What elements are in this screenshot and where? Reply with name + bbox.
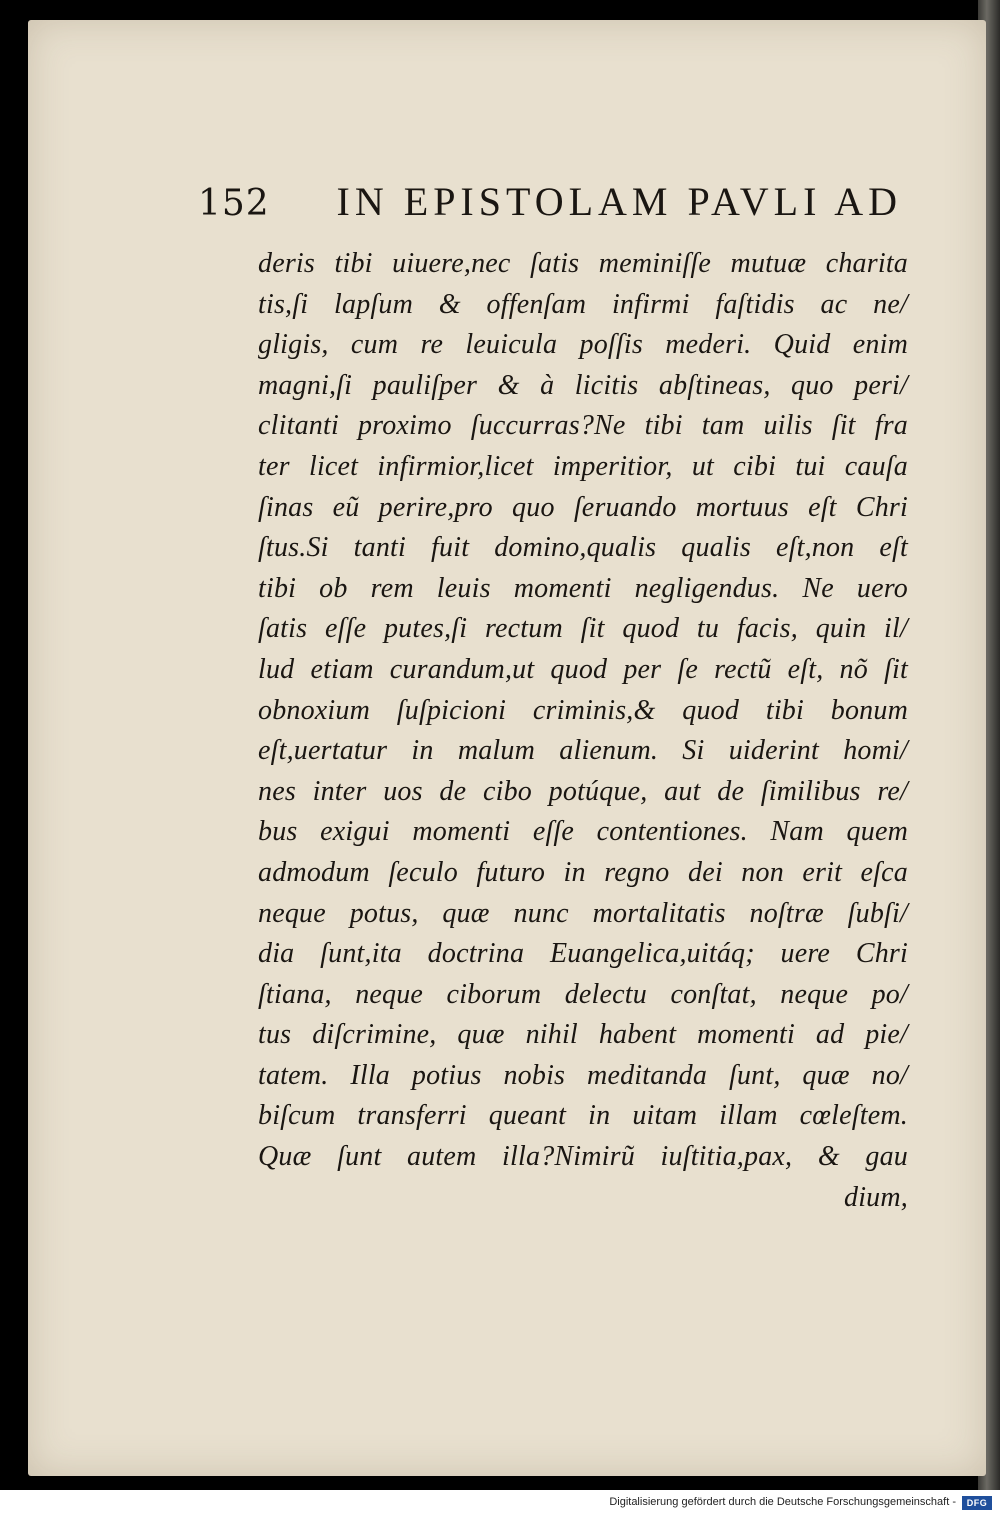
text-line: tatem. Illa potius nobis meditanda ſunt, quæ no/	[258, 1059, 908, 1091]
text-line: tus diſcrimine, quæ nihil habent momenti ad pie/	[258, 1019, 908, 1051]
digitization-footer	[0, 1490, 1000, 1516]
dfg-logo: DFG	[962, 1496, 992, 1510]
text-line: biſcum transferri queant in uitam illam cœleſtem.	[258, 1100, 908, 1132]
text-line: dia ſunt,ita doctrina Euangelica,uitáq; uere Chri	[258, 938, 908, 970]
text-line: neque potus, quæ nunc mortalitatis noſtræ ſubſi/	[258, 897, 908, 929]
text-line: obnoxium ſuſpicioni criminis,& quod tibi bonum	[258, 694, 908, 726]
running-head	[198, 178, 902, 228]
text-line: magni,ſi pauliſper & à licitis abſtineas, quo peri/	[258, 369, 908, 401]
text-line: gligis, cum re leuicula poſſis mederi. Quid enim	[258, 329, 908, 361]
text-line: clitanti proximo ſuccurras?Ne tibi tam uilis ſit fra	[258, 410, 908, 442]
text-line: tis,ſi lapſum & offenſam infirmi faſtidis ac ne/	[258, 288, 908, 320]
running-head-title: IN EPISTOLAM PAVLI AD	[336, 179, 902, 224]
text-line: lud etiam curandum,ut quod per ſe rectũ eſt, nõ ſit	[258, 653, 908, 685]
text-line: eſt,uertatur in malum alienum. Si uiderint homi/	[258, 735, 908, 767]
catchword-line: dium,	[844, 1181, 908, 1213]
text-line: ſtus.Si tanti fuit domino,qualis qualis eſt,non eſt	[258, 532, 908, 564]
text-line: Quæ ſunt autem illa?Nimirũ iuſtitia,pax, & gau	[258, 1141, 908, 1173]
text-line: ſtiana, neque ciborum delectu conſtat, neque po/	[258, 978, 908, 1010]
text-line: ter licet infirmior,licet imperitior, ut cibi tui cauſa	[258, 450, 908, 482]
body-text	[258, 244, 908, 1218]
text-line: admodum ſeculo futuro in regno dei non erit eſca	[258, 856, 908, 888]
text-line: deris tibi uiuere,nec ſatis meminiſſe mutuæ charita	[258, 248, 908, 279]
text-line: tibi ob rem leuis momenti negligendus. Ne uero	[258, 572, 908, 604]
page-number: 152	[198, 183, 270, 224]
text-line: ſatis eſſe putes,ſi rectum ſit quod tu facis, quin il/	[258, 613, 908, 645]
funding-credit: Digitalisierung gefördert durch die Deutsche Forschungsgemeinschaft -	[609, 1496, 956, 1508]
text-line: ſinas eũ perire,pro quo ſeruando mortuus eſt Chri	[258, 491, 908, 523]
text-line: bus exigui momenti eſſe contentiones. Nam quem	[258, 816, 908, 848]
text-line: nes inter uos de cibo potúque, aut de ſimilibus re/	[258, 775, 908, 807]
